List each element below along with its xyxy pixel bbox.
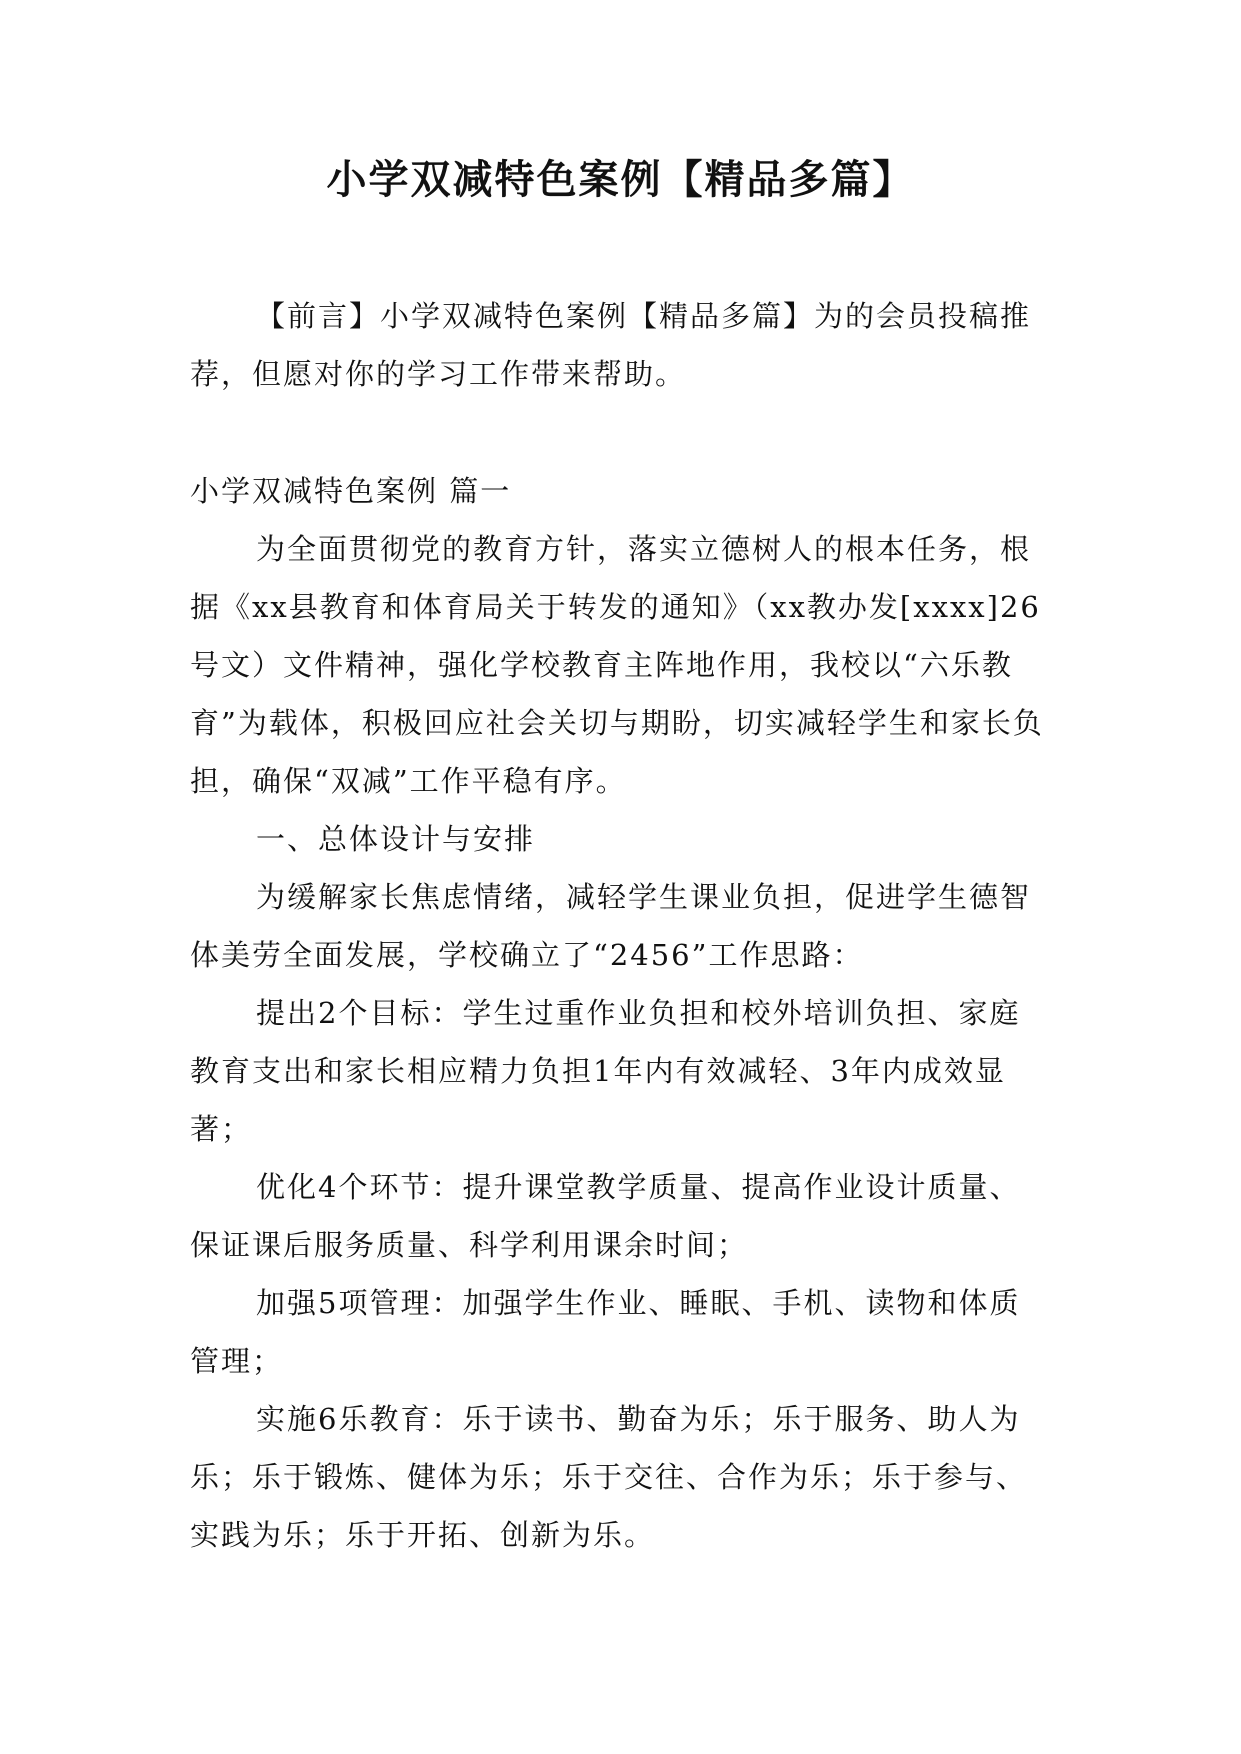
body-paragraph-6: 实施6乐教育：乐于读书、勤奋为乐；乐于服务、助人为乐；乐于锻炼、健体为乐；乐于交往、合作为乐；乐于参与、实践为乐；乐于开拓、创新为乐。: [190, 1402, 1028, 1552]
body-paragraph-4: 优化4个环节：提升课堂教学质量、提高作业设计质量、保证课后服务质量、科学利用课余时间；: [190, 1170, 1021, 1262]
body-paragraph-5: 加强5项管理：加强学生作业、睡眠、手机、读物和体质管理；: [190, 1286, 1021, 1378]
body-paragraph-2: 为缓解家长焦虑情绪，减轻学生课业负担，促进学生德智体美劳全面发展，学校确立了“2456”工作思路：: [190, 880, 1032, 972]
body-paragraph-3: 提出2个目标：学生过重作业负担和校外培训负担、家庭教育支出和家长相应精力负担1年内有效减轻、3年内成效显著；: [190, 996, 1021, 1146]
preface-paragraph: 【前言】小学双减特色案例【精品多篇】为的会员投稿推荐，但愿对你的学习工作带来帮助。: [190, 299, 1032, 391]
section-heading: 小学双减特色案例 篇一: [190, 474, 512, 508]
subheading-overall-design: 一、总体设计与安排: [256, 822, 536, 856]
preface-block: [190, 287, 1050, 403]
document-title: 小学双减特色案例【精品多篇】: [326, 156, 915, 203]
body-paragraph-1: 为全面贯彻党的教育方针，落实立德树人的根本任务，根据《xx县教育和体育局关于转发的通知》（xx教办发[xxxx]26号文）文件精神，强化学校教育主阵地作用，我校以“六乐教育”为载体，积极回应社会关切与期盼，切实减轻学生和家长负担，确保“双减”工作平稳有序。: [190, 532, 1044, 798]
article-body: [190, 462, 1050, 1564]
